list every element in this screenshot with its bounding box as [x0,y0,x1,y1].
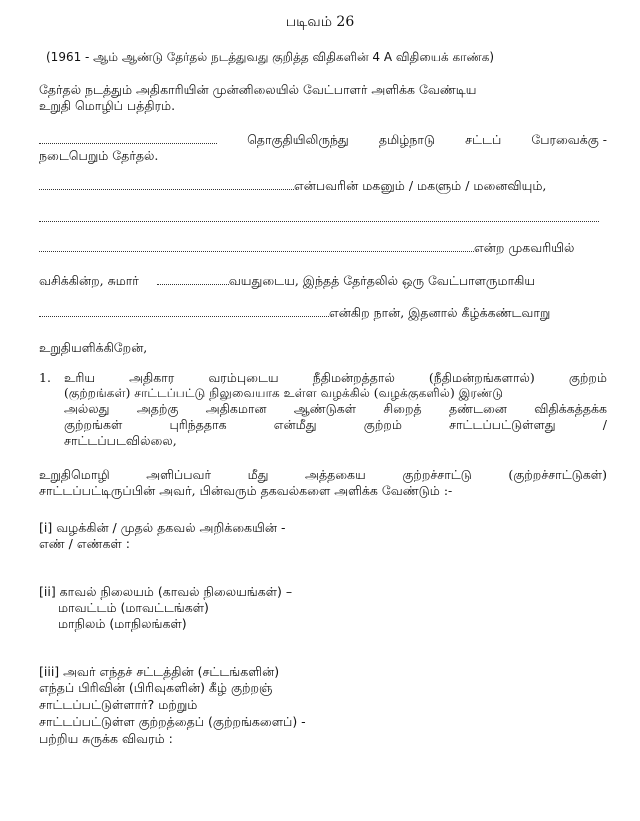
item-1-word: அதிகார [129,370,175,385]
section-iii-line-3: சாட்டப்பட்டுள்ளார்? மற்றும் [39,697,198,712]
declarant-text: என்கிற நான், இதனால் கீழ்க்கண்டவாறு [329,305,551,320]
item-1-word: நீதிமன்றத்தால் [312,370,395,385]
constituency-word-4: பேரவைக்கு - [531,132,607,147]
section-i-line-2: எண் / எண்கள் : [39,536,130,551]
item-1-line-5: சாட்டப்படவில்லை, [64,433,177,448]
parent-name-field[interactable] [39,178,294,190]
declarant-name-field[interactable] [39,305,329,317]
section-i-line-1: [i] வழக்கின் / முதல் தகவல் அறிக்கையின் - [39,520,286,535]
item-1-line-2: (குற்றங்கள்) சாட்டப்பட்டு நிலுவையாக உள்ள வழக்கில் (வழக்குகளில்) இரண்டு [64,386,504,400]
item-1-word: ஆண்டுகள் [293,401,357,416]
constituency-word-2: தமிழ்நாடு [378,132,436,147]
affirmant-word: குற்றச்சாட்டு [402,467,472,482]
intro-line-2: உறுதி மொழிப் பத்திரம். [39,98,176,113]
intro-line-1: தேர்தல் நடத்தும் அதிகாரியின் முன்னிலையில் வேட்பாளர் அளிக்க வேண்டிய [39,82,477,97]
item-1-word: தண்டனை [448,401,507,416]
affirmant-word: உறுதிமொழி [39,467,110,482]
section-ii-line-1: [ii] காவல் நிலையம் (காவல் நிலையங்கள்) – [39,584,293,599]
item-1-word: குற்றங்கள் [64,417,123,432]
item-1-word: உரிய [64,370,96,385]
item-1-word: புரிந்ததாக [169,417,227,432]
item-1-word: குற்றம் [363,417,402,432]
section-iii-line-5: பற்றிய சுருக்க விவரம் : [39,731,173,746]
blank-line-field[interactable] [39,210,599,226]
section-iii-line-1: [iii] அவர் எந்தச் சட்டத்தின் (சட்டங்களின்) [39,664,280,679]
section-ii-line-2: மாவட்டம் (மாவட்டங்கள்) [58,600,209,615]
section-iii-line-4: சாட்டப்பட்டுள்ள குற்றத்தைப் (குற்றங்களைப்) - [39,714,306,729]
item-1-word: (நீதிமன்றங்களால்) [428,370,535,385]
item-1-word: வரம்புடைய [208,370,279,385]
item-1-number: 1. [39,370,51,385]
constituency-word-3: சட்டப் [465,132,502,147]
address-field[interactable] [39,240,474,252]
rule-reference: (1961 - ஆம் ஆண்டு தேர்தல் நடத்துவது குறித்த விதிகளின் 4 A விதியைக் காண்க) [46,50,495,64]
affirmant-word: (குற்றச்சாட்டுகள்) [508,467,607,482]
item-1-word: அல்லது [64,401,110,416]
affirmant-word: மீது [247,467,269,482]
constituency-word-1: தொகுதியிலிருந்து [247,132,349,147]
section-iii-line-2: எந்தப் பிரிவின் (பிரிவுகளின்) கீழ் குற்றஞ் [39,680,273,695]
address-text: என்ற முகவரியில் [474,240,575,255]
form-title: படிவம் 26 [285,14,355,30]
affirm-line: உறுதியளிக்கிறேன், [39,340,148,355]
age-field[interactable] [157,273,229,285]
constituency-field[interactable] [39,132,217,144]
item-1-word: என்மீது [273,417,317,432]
item-1-word: சிறைத் [383,401,422,416]
affirmant-word: அத்தகைய [305,467,366,482]
affirmant-word: அளிப்பவர் [146,467,212,482]
item-1-word: சாட்டப்பட்டுள்ளது [449,417,556,432]
relation-text: என்பவரின் மகனும் / மகளும் / மனைவியும், [294,178,547,193]
item-1-word: அதிகமான [205,401,267,416]
item-1-word: விதிக்கத்தக்க [534,401,607,416]
item-1-word: குற்றம் [568,370,607,385]
item-1-word: அதற்கு [136,401,179,416]
election-line: நடைபெறும் தேர்தல். [39,148,159,163]
section-ii-line-3: மாநிலம் (மாநிலங்கள்) [58,616,187,631]
item-1-word: / [602,417,607,432]
age-text: வயதுடைய, இந்தத் தேர்தலில் ஒரு வேட்பாளருமாகிய [228,273,536,288]
residing-text: வசிக்கின்ற, சுமார் [39,273,139,288]
affirmant-line-2: சாட்டப்பட்டிருப்பின் அவர், பின்வரும் தகவல்களை அளிக்க வேண்டும் :- [39,483,453,498]
